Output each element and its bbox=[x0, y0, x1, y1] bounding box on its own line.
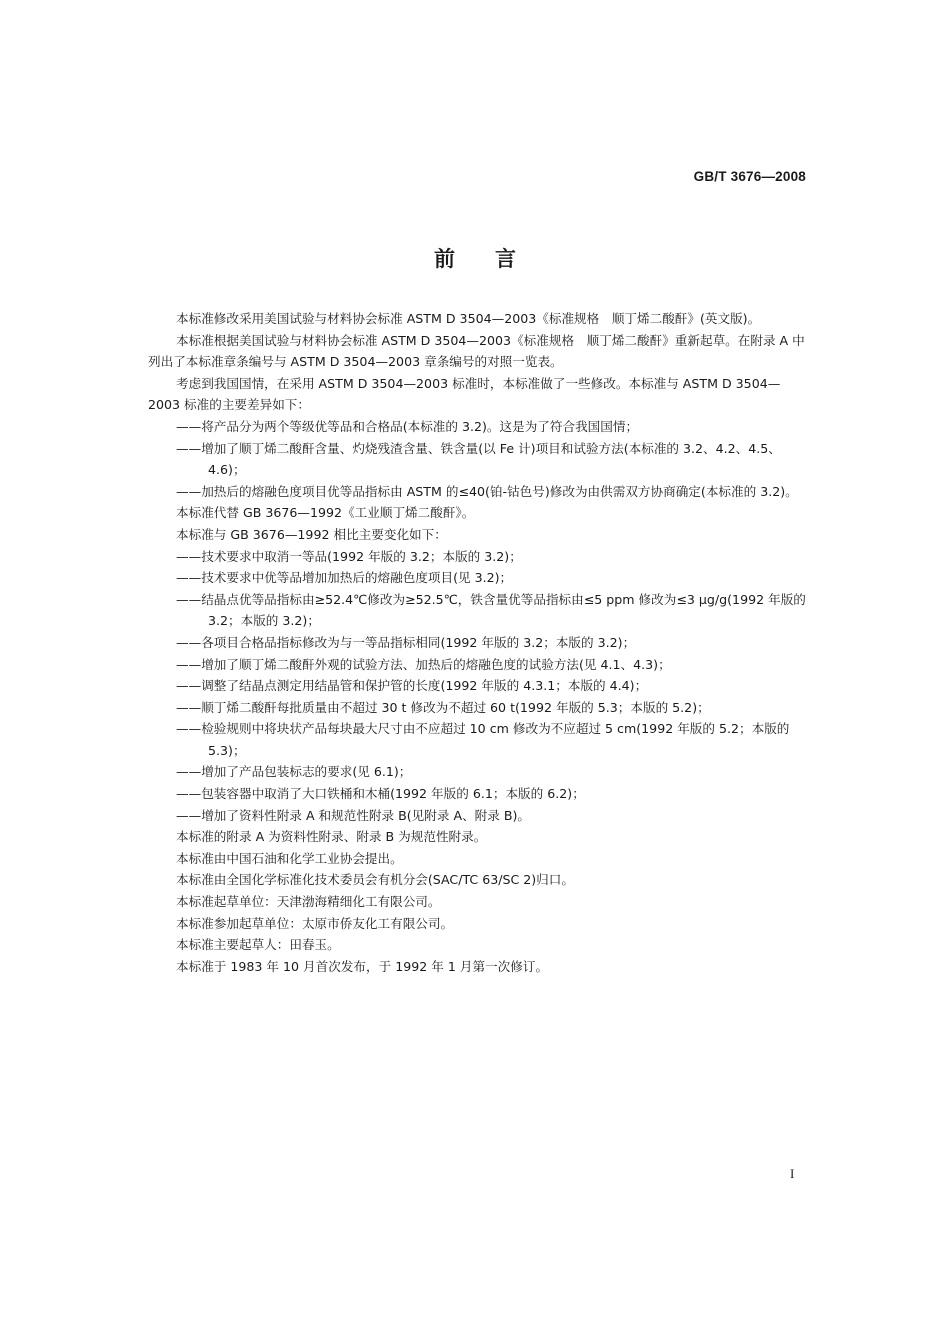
paragraph-drafting-basis: 本标准根据美国试验与材料协会标准 ASTM D 3504—2003《标准规格 顺丁烯二酸酐》重新起草。在附录 A 中列出了本标准章条编号与 ASTM D 3504—2003 章条编号的对照一览表。 bbox=[148, 332, 805, 370]
list-item: ——技术要求中优等品增加加热后的熔融色度项目(见 3.2)； bbox=[176, 570, 513, 586]
list-item: ——增加了资料性附录 A 和规范性附录 B(见附录 A、附录 B)。 bbox=[176, 807, 531, 823]
list-item: ——增加了顺丁烯二酸酐外观的试验方法、加热后的熔融色度的试验方法(见 4.1、4.3)； bbox=[176, 656, 671, 672]
standard-number: GB/T 3676—2008 bbox=[693, 169, 806, 184]
paragraph-history: 本标准于 1983 年 10 月首次发布，于 1992 年 1 月第一次修订。 bbox=[176, 958, 549, 974]
list-item: ——检验规则中将块状产品每块最大尺寸由不应超过 10 cm 修改为不应超过 5 cm(1992 年版的 5.2；本版的 5.3)； bbox=[176, 721, 790, 758]
paragraph-replaces: 本标准代替 GB 3676—1992《工业顺丁烯二酸酐》。 bbox=[176, 505, 475, 521]
list-item: ——技术要求中取消一等品(1992 年版的 3.2；本版的 3.2)； bbox=[176, 548, 522, 564]
paragraph-changes-intro: 本标准与 GB 3676—1992 相比主要变化如下： bbox=[176, 526, 447, 542]
page-title: 前言 bbox=[434, 247, 556, 271]
paragraph-drafting-unit: 本标准起草单位：天津渤海精细化工有限公司。 bbox=[176, 894, 441, 910]
list-item: ——各项目合格品指标修改为与一等品指标相同(1992 年版的 3.2；本版的 3.2)； bbox=[176, 634, 636, 650]
list-item: ——顺丁烯二酸酐每批质量由不超过 30 t 修改为不超过 60 t(1992 年版的 5.3；本版的 5.2)； bbox=[176, 699, 710, 715]
paragraph-differences-intro: 考虑到我国国情，在采用 ASTM D 3504—2003 标准时，本标准做了一些修改。本标准与 ASTM D 3504—2003 标准的主要差异如下： bbox=[148, 375, 781, 413]
paragraph-appendix-note: 本标准的附录 A 为资料性附录、附录 B 为规范性附录。 bbox=[176, 829, 487, 845]
list-item: ——加热后的熔融色度项目优等品指标由 ASTM 的≤40(铂-钴色号)修改为由供需双方协商确定(本标准的 3.2)。 bbox=[176, 483, 798, 499]
list-item: ——结晶点优等品指标由≥52.4℃修改为≥52.5℃，铁含量优等品指标由≤5 ppm 修改为≤3 μg/g(1992 年版的 3.2；本版的 3.2)； bbox=[176, 591, 806, 629]
paragraph-participating-unit: 本标准参加起草单位：太原市侨友化工有限公司。 bbox=[176, 915, 454, 931]
foreword-body bbox=[148, 308, 808, 977]
paragraph-committee: 本标准由全国化学标准化技术委员会有机分会(SAC/TC 63/SC 2)归口。 bbox=[176, 872, 574, 888]
page-number: I bbox=[790, 1166, 795, 1181]
paragraph-adoption: 本标准修改采用美国试验与材料协会标准 ASTM D 3504—2003《标准规格 顺丁烯二酸酐》(英文版)。 bbox=[176, 311, 761, 326]
list-item: ——增加了产品包装标志的要求(见 6.1)； bbox=[176, 764, 412, 780]
list-item: ——将产品分为两个等级优等品和合格品(本标准的 3.2)。这是为了符合我国国情； bbox=[176, 418, 639, 434]
list-item: ——增加了顺丁烯二酸酐含量、灼烧残渣含量、铁含量(以 Fe 计)项目和试验方法(本标准的 3.2、4.2、4.5、4.6)； bbox=[176, 440, 781, 478]
list-item: ——调整了结晶点测定用结晶管和保护管的长度(1992 年版的 4.3.1；本版的 4.4)； bbox=[176, 678, 648, 694]
paragraph-proposer: 本标准由中国石油和化学工业协会提出。 bbox=[176, 850, 403, 866]
list-item: ——包装容器中取消了大口铁桶和木桶(1992 年版的 6.1；本版的 6.2)； bbox=[176, 786, 585, 802]
paragraph-drafter: 本标准主要起草人：田春玉。 bbox=[176, 937, 340, 953]
